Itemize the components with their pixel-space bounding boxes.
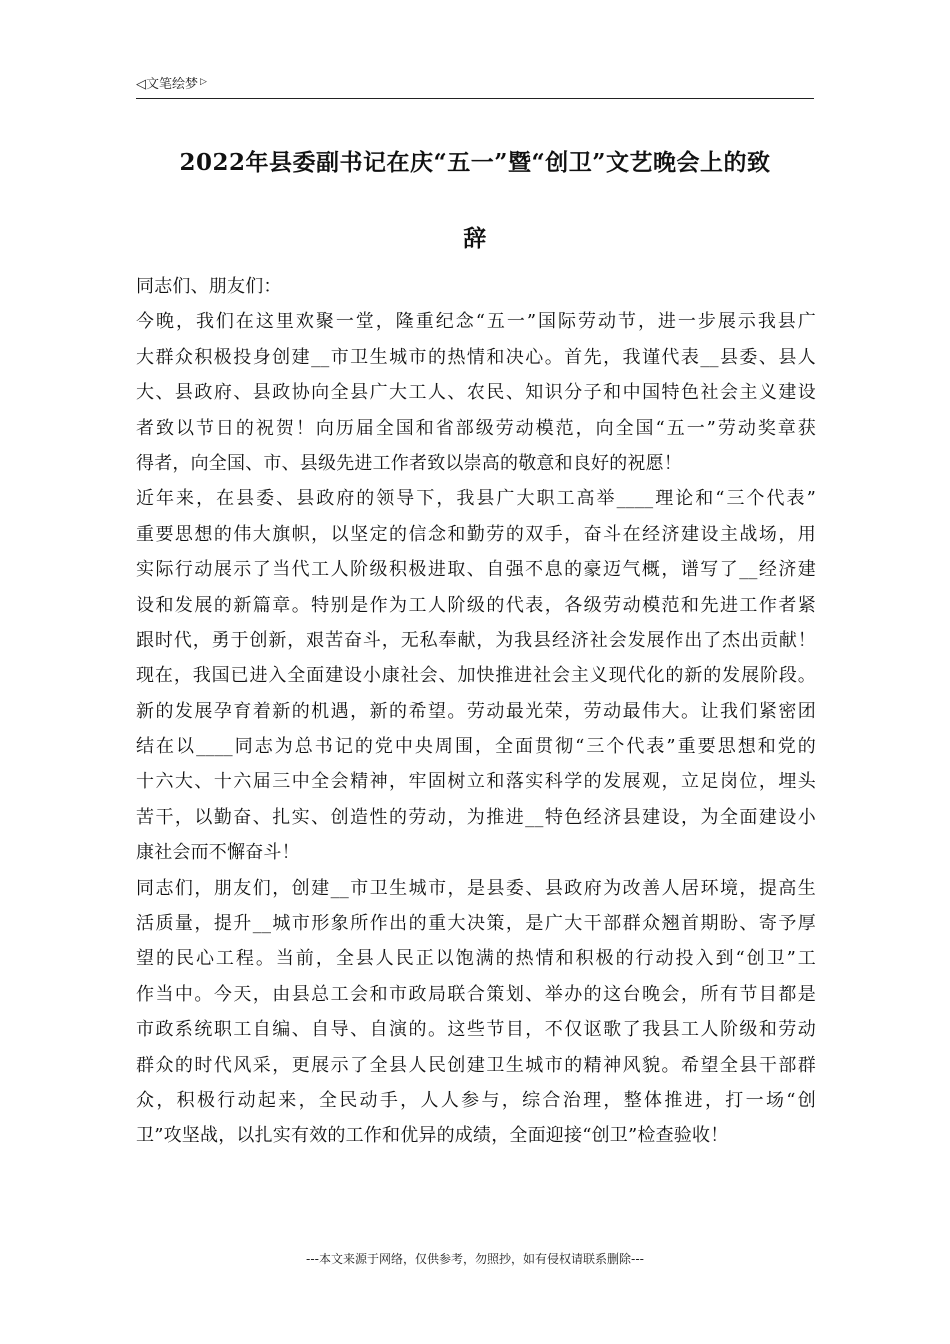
body-line: 现在，我国已进入全面建设小康社会、加快推进社会主义现代化的新的发展阶段。 xyxy=(136,665,816,687)
body-line: 结在以____同志为总书记的党中央周围，全面贯彻“三个代表”重要思想和党的 xyxy=(136,736,816,758)
body-line: 群众的时代风采，更展示了全县人民创建卫生城市的精神风貌。希望全县干部群 xyxy=(136,1054,816,1076)
body-line: 苦干，以勤奋、扎实、创造性的劳动，为推进__特色经济县建设，为全面建设小 xyxy=(136,806,816,828)
body-line: 众，积极行动起来，全民动手，人人参与，综合治理，整体推进，打一场“创 xyxy=(136,1089,816,1111)
disclaimer-footer: ---本文来源于网络，仅供参考，勿照抄，如有侵权请联系删除--- xyxy=(306,1252,644,1266)
body-line: 大群众积极投身创建__市卫生城市的热情和决心。首先，我谨代表__县委、县人 xyxy=(136,346,816,368)
body-line: 康社会而不懈奋斗！ xyxy=(136,842,300,864)
right-triangle-icon: ▷ xyxy=(200,77,207,87)
body-line: 大、县政府、县政协向全县广大工人、农民、知识分子和中国特色社会主义建设 xyxy=(136,382,816,404)
body-line: 今晚，我们在这里欢聚一堂，隆重纪念“五一”国际劳动节，进一步展示我县广 xyxy=(136,311,816,333)
body-line: 市政系统职工自编、自导、自演的。这些节目，不仅讴歌了我县工人阶级和劳动 xyxy=(136,1019,816,1041)
body-line: 实际行动展示了当代工人阶级积极进取、自强不息的豪迈气概，谱写了__经济建 xyxy=(136,559,816,581)
body-line: 者致以节日的祝贺！向历届全国和省部级劳动模范，向全国“五一”劳动奖章获 xyxy=(136,417,816,439)
salutation-line: 同志们、朋友们： xyxy=(136,276,282,297)
body-line: 作当中。今天，由县总工会和市政局联合策划、举办的这台晚会，所有节目都是 xyxy=(136,983,816,1005)
body-line: 新的发展孕育着新的机遇，新的希望。劳动最光荣，劳动最伟大。让我们紧密团 xyxy=(136,700,816,722)
document-title-line-1: 2022年县委副书记在庆“五一”暨“创卫”文艺晚会上的致 xyxy=(179,149,771,176)
body-line: 近年来，在县委、县政府的领导下，我县广大职工高举____理论和“三个代表” xyxy=(136,488,816,510)
document-title-line-2: 辞 xyxy=(463,225,487,252)
body-line: 卫”攻坚战，以扎实有效的工作和优异的成绩，全面迎接“创卫”检查验收！ xyxy=(136,1125,729,1147)
left-triangle-icon: ◁ xyxy=(136,77,146,92)
body-line: 望的民心工程。当前，全县人民正以饱满的热情和积极的行动投入到“创卫”工 xyxy=(136,948,816,970)
body-line: 活质量，提升__城市形象所作出的重大决策，是广大干部群众翘首期盼、寄予厚 xyxy=(136,913,816,935)
body-line: 设和发展的新篇章。特别是作为工人阶级的代表，各级劳动模范和先进工作者紧 xyxy=(136,594,816,616)
body-line: 得者，向全国、市、县级先进工作者致以崇高的敬意和良好的祝愿！ xyxy=(136,452,682,474)
body-line: 跟时代，勇于创新，艰苦奋斗，无私奉献，为我县经济社会发展作出了杰出贡献！ xyxy=(136,629,816,651)
body-line: 重要思想的伟大旗帜，以坚定的信念和勤劳的双手，奋斗在经济建设主战场，用 xyxy=(136,523,816,545)
body-line: 同志们，朋友们，创建__市卫生城市，是县委、县政府为改善人居环境，提高生 xyxy=(136,877,816,899)
brand-name: 文笔绘梦 xyxy=(146,77,199,92)
page-header xyxy=(136,76,814,99)
document-body xyxy=(136,272,816,1157)
body-line: 十六大、十六届三中全会精神，牢固树立和落实科学的发展观，立足岗位，埋头 xyxy=(136,771,816,793)
brand-logo xyxy=(136,76,207,94)
